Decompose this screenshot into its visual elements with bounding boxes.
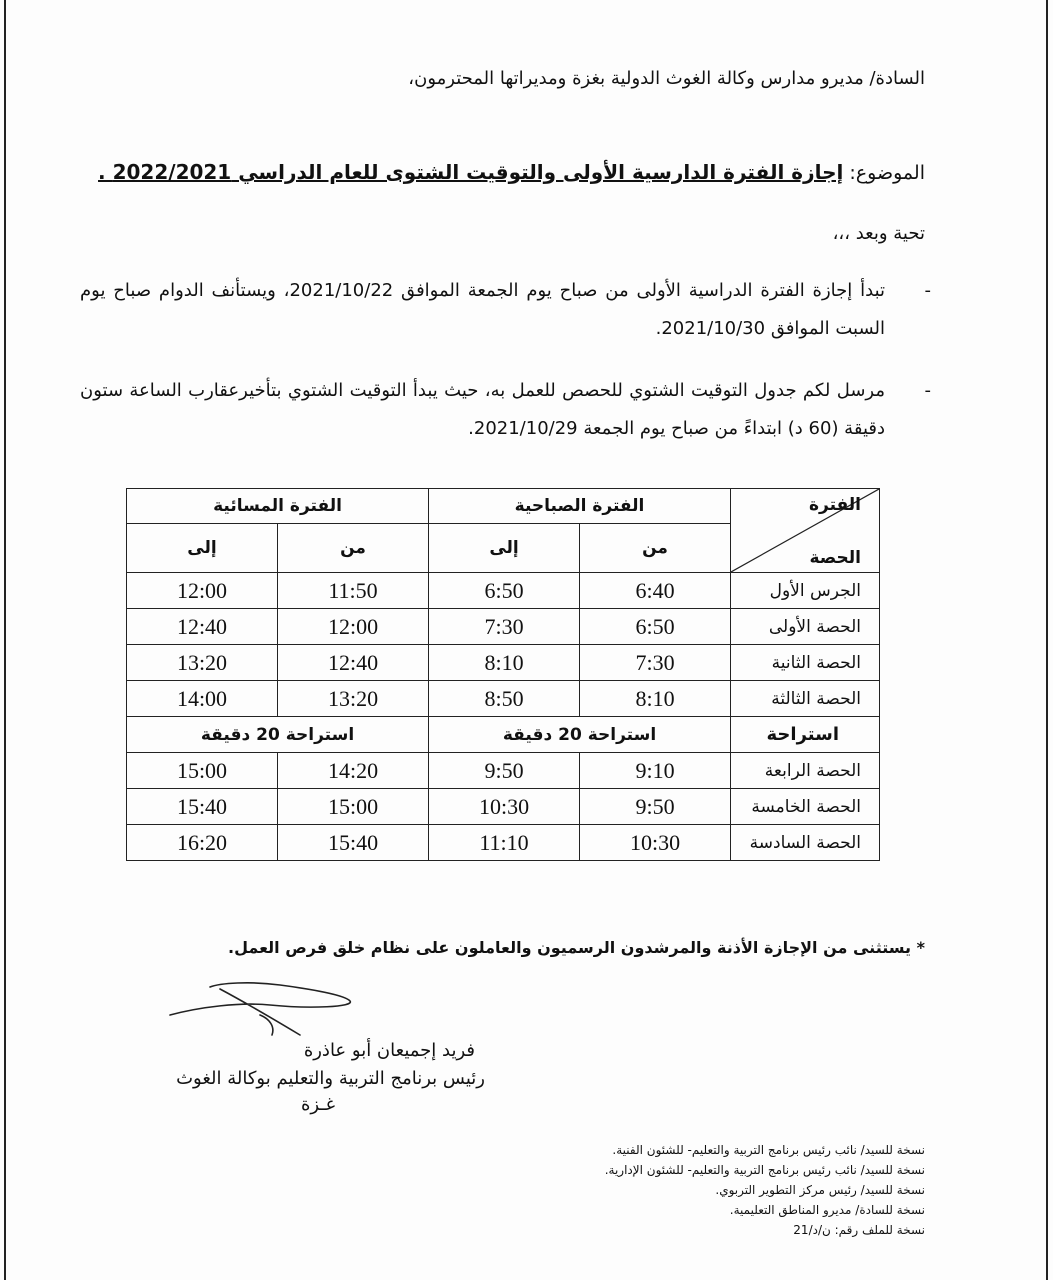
bullet-dash: - <box>924 280 931 301</box>
row-label: الحصة الخامسة <box>731 789 880 825</box>
table-row <box>127 609 880 645</box>
bullet-vacation <box>80 272 931 348</box>
break-label: استراحة <box>731 717 880 753</box>
evening-to-header: إلى <box>127 524 278 573</box>
schedule-table <box>126 488 880 861</box>
subject-text: إجازة الفترة الدارسية الأولى والتوقيت الشتوى للعام الدراسي 2022/2021 . <box>98 160 844 184</box>
evening-to: 15:40 <box>127 789 278 825</box>
corner-class-label: الحصة <box>809 548 861 568</box>
bullet-text: مرسل لكم جدول التوقيت الشتوي للحصص للعمل به، حيث يبدأ التوقيت الشتوي بتأخيرعقارب الساعة ستون دقيقة (60 د) ابتداءً من صباح يوم الجمعة 2021/10/29. <box>80 380 885 439</box>
evening-from: 14:20 <box>278 753 429 789</box>
morning-from-header: من <box>580 524 731 573</box>
evening-from: 15:00 <box>278 789 429 825</box>
table-row <box>127 681 880 717</box>
morning-from: 6:40 <box>580 573 731 609</box>
morning-from: 10:30 <box>580 825 731 861</box>
row-label: الحصة الرابعة <box>731 753 880 789</box>
evening-to: 13:20 <box>127 645 278 681</box>
morning-to: 9:50 <box>429 753 580 789</box>
bullet-dash: - <box>924 380 931 401</box>
table-row <box>127 645 880 681</box>
signer-title: رئيس برنامج التربية والتعليم بوكالة الغوث <box>176 1068 485 1089</box>
morning-break: استراحة 20 دقيقة <box>429 717 731 753</box>
corner-period-label: الفترة <box>809 495 861 515</box>
table-row <box>127 573 880 609</box>
bullet-winter-time <box>80 372 931 448</box>
table-corner-cell <box>731 489 880 573</box>
morning-from: 9:50 <box>580 789 731 825</box>
subject-line <box>98 160 925 184</box>
morning-to: 11:10 <box>429 825 580 861</box>
evening-break: استراحة 20 دقيقة <box>127 717 429 753</box>
exception-note: * يستثنى من الإجازة الأذنة والمرشدون الرسميون والعاملون على نظام خلق فرص العمل. <box>228 938 925 957</box>
evening-from-header: من <box>278 524 429 573</box>
bullet-text: تبدأ إجازة الفترة الدراسية الأولى من صباح يوم الجمعة الموافق 2021/10/22، ويستأنف الدوام صباح يوم السبت الموافق 2021/10/30. <box>80 280 886 339</box>
copy-line: نسخة للسيد/ نائب رئيس برنامج التربية والتعليم- للشئون الإدارية. <box>604 1163 925 1177</box>
morning-to: 10:30 <box>429 789 580 825</box>
copy-line: نسخة للسيد/ رئيس مركز التطوير التربوي. <box>715 1183 925 1197</box>
greeting: تحية وبعد ،،، <box>832 223 925 244</box>
row-label: الجرس الأول <box>731 573 880 609</box>
morning-to: 8:50 <box>429 681 580 717</box>
evening-from: 12:40 <box>278 645 429 681</box>
evening-to: 12:00 <box>127 573 278 609</box>
row-label: الحصة الثالثة <box>731 681 880 717</box>
morning-to: 8:10 <box>429 645 580 681</box>
morning-to-header: إلى <box>429 524 580 573</box>
evening-to: 15:00 <box>127 753 278 789</box>
morning-from: 6:50 <box>580 609 731 645</box>
copies-list <box>605 1140 925 1240</box>
table-row <box>127 825 880 861</box>
evening-from: 12:00 <box>278 609 429 645</box>
copy-line: نسخة للسيد/ نائب رئيس برنامج التربية والتعليم- للشئون الفنية. <box>612 1143 925 1157</box>
morning-from: 7:30 <box>580 645 731 681</box>
evening-to: 16:20 <box>127 825 278 861</box>
morning-to: 6:50 <box>429 573 580 609</box>
signature-scribble-icon <box>160 975 360 1045</box>
morning-from: 9:10 <box>580 753 731 789</box>
evening-to: 12:40 <box>127 609 278 645</box>
copy-line: نسخة للسادة/ مديرو المناطق التعليمية. <box>729 1203 925 1217</box>
evening-from: 13:20 <box>278 681 429 717</box>
evening-from: 11:50 <box>278 573 429 609</box>
break-row <box>127 717 880 753</box>
copy-line: نسخة للملف رقم: ن/د/21 <box>793 1223 925 1237</box>
page-border-left <box>4 0 6 1280</box>
evening-from: 15:40 <box>278 825 429 861</box>
table-row <box>127 753 880 789</box>
signer-name: فريد إجميعان أبو عاذرة <box>303 1040 475 1061</box>
morning-from: 8:10 <box>580 681 731 717</box>
evening-header: الفترة المسائية <box>127 489 429 524</box>
morning-to: 7:30 <box>429 609 580 645</box>
row-label: الحصة السادسة <box>731 825 880 861</box>
row-label: الحصة الأولى <box>731 609 880 645</box>
table-row <box>127 789 880 825</box>
addressee-line: السادة/ مديرو مدارس وكالة الغوث الدولية بغزة ومديراتها المحترمون، <box>408 68 925 89</box>
subject-label: الموضوع: <box>843 162 925 184</box>
page-border-right <box>1046 0 1048 1280</box>
signer-city: غـزة <box>300 1094 335 1115</box>
morning-header: الفترة الصباحية <box>429 489 731 524</box>
evening-to: 14:00 <box>127 681 278 717</box>
row-label: الحصة الثانية <box>731 645 880 681</box>
